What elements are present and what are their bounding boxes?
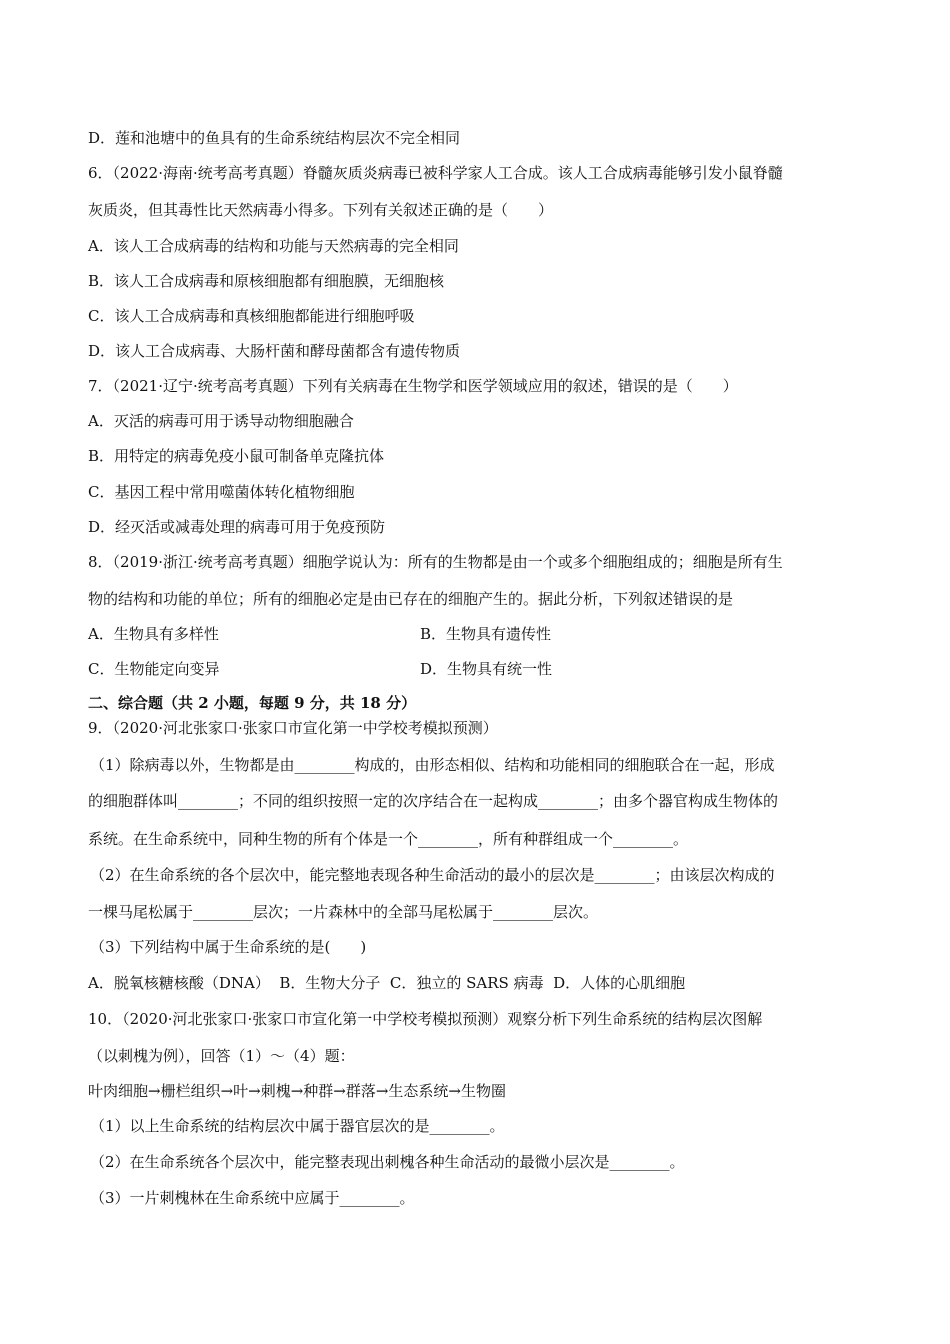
q9-part3-options: A．脱氧核糖核酸（DNA） B．生物大分子 C．独立的 SARS 病毒 D．人体的心肌细胞 (88, 974, 686, 992)
q6-stem-line1: 6．（2022·海南·统考高考真题）脊髓灰质炎病毒已被科学家人工合成。该人工合成病毒能够引发小鼠脊髓 (88, 164, 783, 182)
q7-option-d: D．经灭活或减毒处理的病毒可用于免疫预防 (88, 518, 386, 536)
q8-stem-line2: 物的结构和功能的单位；所有的细胞必定是由已存在的细胞产生的。据此分析，下列叙述错误的是 (88, 590, 734, 608)
q8-option-c: C．生物能定向变异 (88, 660, 220, 678)
q6-option-a: A．该人工合成病毒的结构和功能与天然病毒的完全相同 (88, 237, 459, 255)
q6-stem-line2: 灰质炎，但其毒性比天然病毒小得多。下列有关叙述正确的是（ ） (88, 201, 554, 219)
q10-part2: （2）在生命系统各个层次中，能完整表现出刺槐各种生命活动的最微小层次是________。 (90, 1153, 685, 1171)
q9-stem: 9．（2020·河北张家口·张家口市宣化第一中学校考模拟预测） (88, 719, 498, 737)
q7-stem: 7．（2021·辽宁·统考高考真题）下列有关病毒在生物学和医学领域应用的叙述，错误的是（ ） (88, 377, 738, 395)
q10-hierarchy-chain: 叶肉细胞→栅栏组织→叶→刺槐→种群→群落→生态系统→生物圈 (88, 1082, 506, 1100)
q6-option-d: D．该人工合成病毒、大肠杆菌和酵母菌都含有遗传物质 (88, 342, 461, 360)
q10-stem-line1: 10．（2020·河北张家口·张家口市宣化第一中学校考模拟预测）观察分析下列生命系统的结构层次图解 (88, 1010, 763, 1028)
q7-option-b: B．用特定的病毒免疫小鼠可制备单克隆抗体 (88, 447, 385, 465)
q10-part1: （1）以上生命系统的结构层次中属于器官层次的是________。 (90, 1117, 505, 1135)
q9-part1-line2: 的细胞群体叫________；不同的组织按照一定的次序结合在一起构成________；由多个器官构成生物体的 (88, 792, 779, 810)
q6-option-b: B．该人工合成病毒和原核细胞都有细胞膜，无细胞核 (88, 272, 445, 290)
section-heading: 二、综合题（共 2 小题，每题 9 分，共 18 分） (88, 694, 417, 712)
q9-part3: （3）下列结构中属于生命系统的是( ) (90, 938, 367, 956)
q10-part3: （3）一片刺槐林在生命系统中应属于________。 (90, 1189, 415, 1207)
q9-part2-line2: 一棵马尾松属于________层次；一片森林中的全部马尾松属于________层次。 (88, 903, 599, 921)
q7-option-c: C．基因工程中常用噬菌体转化植物细胞 (88, 483, 355, 501)
q8-option-a: A．生物具有多样性 (88, 625, 219, 643)
q7-option-a: A．灭活的病毒可用于诱导动物细胞融合 (88, 412, 354, 430)
q9-part2-line1: （2）在生命系统的各个层次中，能完整地表现各种生命活动的最小的层次是________；由该层次构成的 (90, 866, 775, 884)
q6-option-c: C．该人工合成病毒和真核细胞都能进行细胞呼吸 (88, 307, 415, 325)
q8-option-b: B．生物具有遗传性 (420, 625, 552, 643)
q8-option-d: D．生物具有统一性 (420, 660, 553, 678)
q10-stem-line2: （以刺槐为例），回答（1）～（4）题： (88, 1047, 355, 1065)
q9-part1-line3: 系统。在生命系统中，同种生物的所有个体是一个________，所有种群组成一个________。 (88, 830, 689, 848)
q8-stem-line1: 8．（2019·浙江·统考高考真题）细胞学说认为：所有的生物都是由一个或多个细胞组成的；细胞是所有生 (88, 553, 783, 571)
q5-option-d: D．莲和池塘中的鱼具有的生命系统结构层次不完全相同 (88, 129, 461, 147)
q9-part1-line1: （1）除病毒以外，生物都是由________构成的，由形态相似、结构和功能相同的细胞联合在一起，形成 (90, 756, 775, 774)
